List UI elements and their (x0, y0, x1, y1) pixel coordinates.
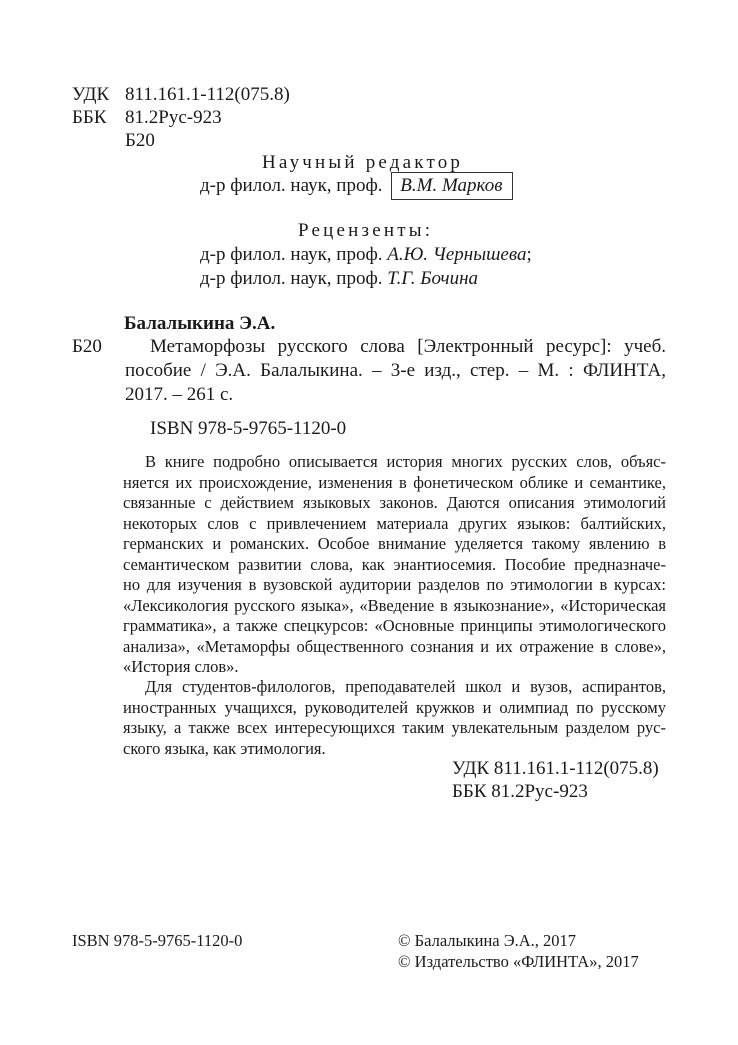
reviewer-name: Т.Г. Бочина (387, 268, 479, 289)
editor-title: Научный редактор (262, 152, 464, 173)
annotation-line: грамматика», а также спецкурсов: «Основные принципы этимологического (123, 616, 666, 635)
record-isbn: ISBN 978-5-9765-1120-0 (150, 418, 347, 439)
editor-degree: д-р филол. наук, проф. (200, 175, 383, 196)
annotation-line: ского языка, как этимология. (123, 738, 326, 758)
annotation-line: Для студентов-филологов, преподавателей школ и вузов, аспирантов, (145, 677, 666, 696)
record-line-2: пособие / Э.А. Балалыкина. – 3-е изд., стер. – М. : ФЛИНТА, (125, 360, 666, 381)
reviewer-suffix: ; (526, 244, 532, 265)
udk-label: УДК (72, 84, 110, 105)
reviewer-degree: д-р филол. наук, проф. (200, 244, 383, 265)
record-author: Балалыкина Э.А. (124, 313, 276, 334)
annotation-line: «История слов». (123, 657, 239, 676)
bbk-label: ББК (72, 107, 107, 128)
annotation-line: семантическом развитии слова, как энантиосемия. Пособие предназначе- (123, 554, 666, 574)
editor-name: В.М. Марков (391, 172, 513, 200)
bbk-value: 81.2Рус-923 (125, 107, 222, 128)
reviewer-2 (200, 267, 478, 291)
annotation-line: «Лексикология русского языка», «Введение в языкознание», «Историческая (123, 595, 666, 615)
annotation-line: языку, а также всех интересующихся таким увлекательным разделом рус- (123, 718, 666, 737)
reviewers-title: Рецензенты: (298, 220, 434, 241)
reviewer-name: А.Ю. Чернышева (387, 244, 527, 265)
annotation-line: связанные с действием языковых законов. Даются описания этимологий (123, 493, 666, 512)
annotation-line: анализа», «Метаморфы общественного сознания и их отражение в слове», (123, 636, 666, 656)
record-code: Б20 (72, 336, 102, 357)
annotation-paragraph-1 (123, 452, 666, 678)
annotation-line: В книге подробно описывается история многих русских слов, объяс- (145, 452, 666, 471)
udk-value: 811.161.1-112(075.8) (125, 84, 290, 105)
copyright-publisher: © Издательство «ФЛИНТА», 2017 (398, 952, 639, 971)
record-line-3: 2017. – 261 с. (125, 384, 234, 405)
annotation-line: няется их происхождение, изменения в фонетическом облике и семантике, (123, 472, 666, 492)
annotation-paragraph-2 (123, 677, 666, 759)
editor-line (200, 174, 513, 198)
annotation-line: иностранных учащихся, руководителей кружков и олимпиад по русскому (123, 697, 666, 717)
author-code: Б20 (125, 130, 155, 151)
reviewer-degree: д-р филол. наук, проф. (200, 268, 383, 289)
annotation-line: некоторых слов с привлечением материала других языков: балтийских, (123, 513, 666, 533)
reviewer-1 (200, 243, 532, 267)
copyright-author: © Балалыкина Э.А., 2017 (398, 931, 577, 950)
footer-isbn: ISBN 978-5-9765-1120-0 (72, 931, 243, 950)
annotation-line: но для изучения в вузовской аудитории разделов по этимологии в курсах: (123, 575, 666, 594)
annotation-line: германских и романских. Особое внимание уделяется такому явлению в (123, 534, 666, 553)
classification-udk: УДК 811.161.1-112(075.8) (452, 758, 659, 779)
classification-bbk: ББК 81.2Рус-923 (452, 781, 588, 802)
record-line-1: Метаморфозы русского слова [Электронный ресурс]: учеб. (150, 336, 666, 357)
